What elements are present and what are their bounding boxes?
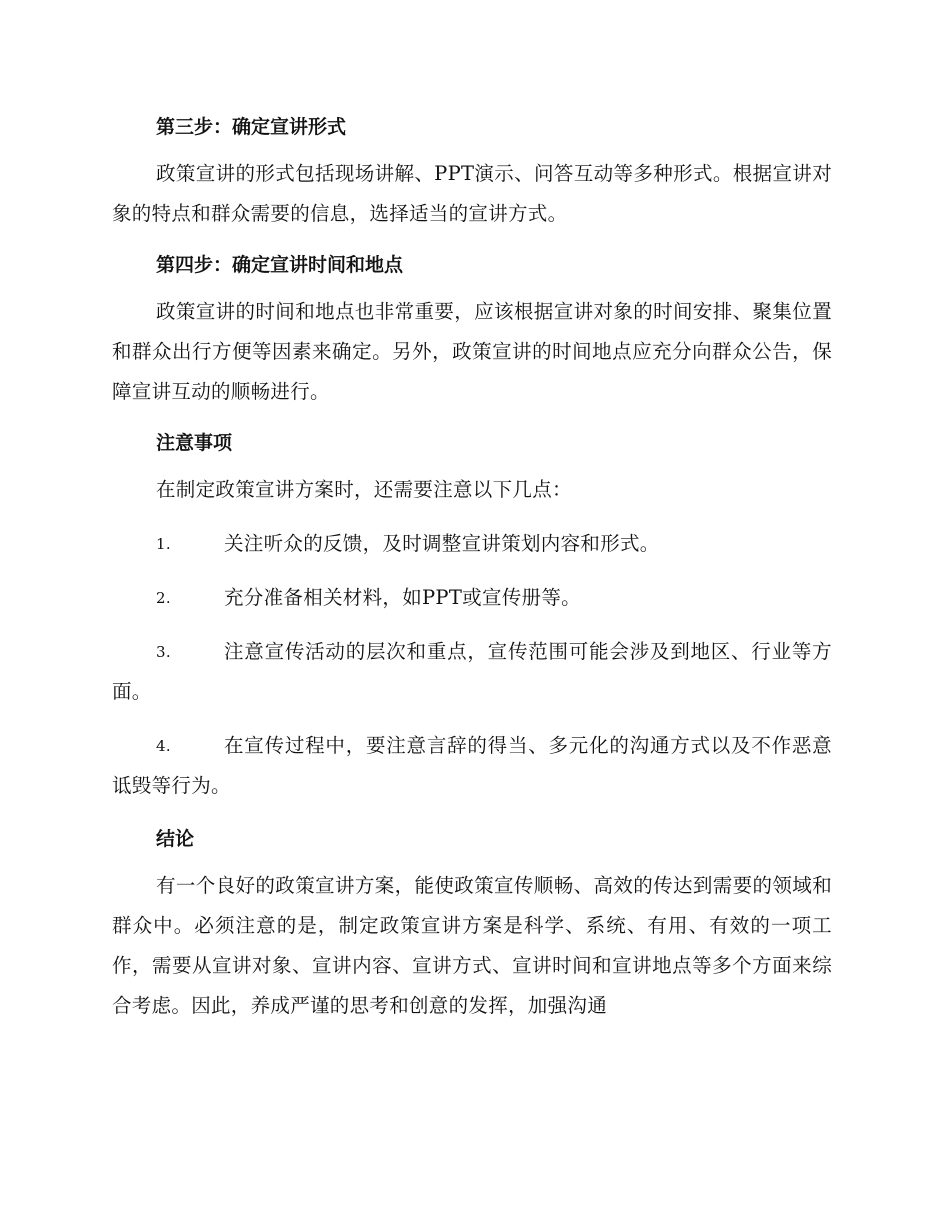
list-item bbox=[112, 524, 832, 564]
section-heading-notes: 注意事项 bbox=[156, 432, 233, 454]
list-item-text: 在宣传过程中，要注意言辞的得当、多元化的沟通方式以及不作恶意诋毁等行为。 bbox=[112, 734, 832, 797]
list-number: 2. bbox=[156, 589, 171, 607]
list-item-text: 关注听众的反馈，及时调整宣讲策划内容和形式。 bbox=[224, 532, 660, 555]
list-item bbox=[112, 726, 832, 806]
list-item-text: 充分准备相关材料，如PPT或宣传册等。 bbox=[224, 586, 581, 609]
list-number: 3. bbox=[156, 643, 171, 661]
list-number: 1. bbox=[156, 535, 171, 553]
section-heading-step4: 第四步：确定宣讲时间和地点 bbox=[156, 254, 404, 276]
section-heading-conclusion: 结论 bbox=[156, 828, 195, 850]
list-item bbox=[112, 578, 832, 618]
paragraph-notes-intro: 在制定政策宣讲方案时，还需要注意以下几点： bbox=[156, 478, 572, 501]
paragraph-conclusion: 有一个良好的政策宣讲方案，能使政策宣传顺畅、高效的传达到需要的领域和群众中。必须注意的是，制定政策宣讲方案是科学、系统、有用、有效的一项工作，需要从宣讲对象、宣讲内容、宣讲方式、宣讲时间和宣讲地点等多个方面来综合考虑。因此，养成严谨的思考和创意的发挥，加强沟通 bbox=[112, 874, 832, 1017]
paragraph-step4: 政策宣讲的时间和地点也非常重要，应该根据宣讲对象的时间安排、聚集位置和群众出行方便等因素来确定。另外，政策宣讲的时间地点应充分向群众公告，保障宣讲互动的顺畅进行。 bbox=[112, 300, 832, 403]
list-item bbox=[112, 632, 832, 712]
document-body bbox=[112, 108, 832, 1038]
paragraph-step3: 政策宣讲的形式包括现场讲解、PPT演示、问答互动等多种形式。根据宣讲对象的特点和群众需要的信息，选择适当的宣讲方式。 bbox=[112, 162, 832, 225]
section-heading-step3: 第三步：确定宣讲形式 bbox=[156, 116, 347, 138]
list-item-text: 注意宣传活动的层次和重点，宣传范围可能会涉及到地区、行业等方面。 bbox=[112, 640, 832, 703]
list-number: 4. bbox=[156, 737, 171, 755]
